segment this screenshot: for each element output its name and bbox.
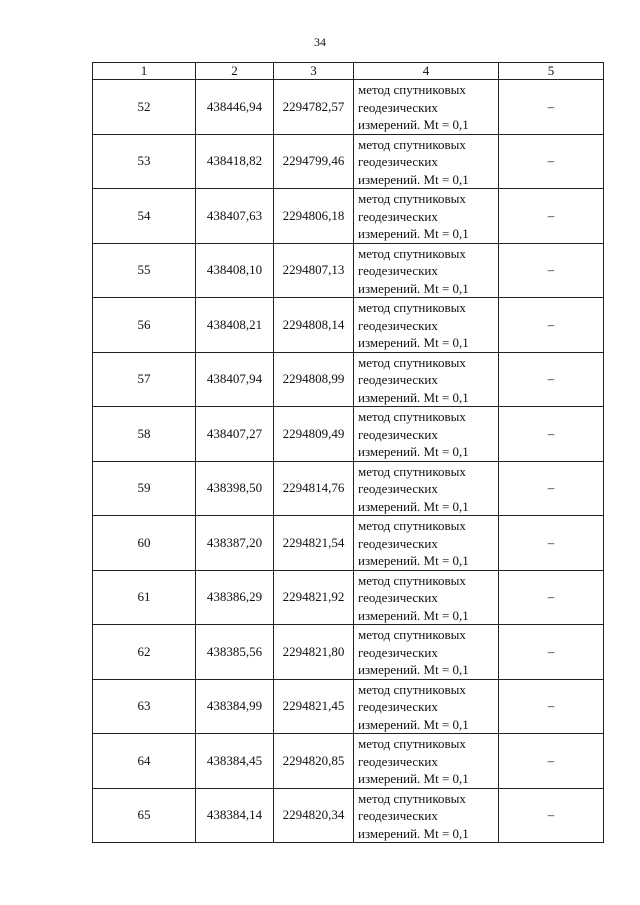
- column-5-cell: –: [499, 352, 604, 407]
- table-row: [93, 461, 604, 516]
- y-coordinate-cell: 2294820,34: [274, 788, 354, 843]
- table-row: [93, 407, 604, 462]
- method-cell: [354, 516, 499, 571]
- point-number-cell: 58: [93, 407, 196, 462]
- column-5-cell: –: [499, 734, 604, 789]
- table-row: [93, 298, 604, 353]
- column-5-cell: –: [499, 625, 604, 680]
- method-text-line-3: измерений. Mt = 0,1: [358, 771, 469, 786]
- method-text-line-2: геодезических: [358, 535, 438, 551]
- point-number-cell: 62: [93, 625, 196, 680]
- column-5-cell: –: [499, 189, 604, 244]
- method-text-line-1: метод спутниковых: [358, 191, 466, 206]
- column-5-cell: –: [499, 243, 604, 298]
- x-coordinate-cell: 438386,29: [196, 570, 274, 625]
- method-text-line-1: метод спутниковых: [358, 790, 466, 806]
- y-coordinate-cell: 2294821,45: [274, 679, 354, 734]
- point-number-cell: 53: [93, 134, 196, 189]
- table-row: [93, 189, 604, 244]
- table-row: [93, 352, 604, 407]
- y-coordinate-cell: 2294821,80: [274, 625, 354, 680]
- x-coordinate-cell: 438418,82: [196, 134, 274, 189]
- column-5-cell: –: [499, 461, 604, 516]
- column-5-cell: –: [499, 679, 604, 734]
- x-coordinate-cell: 438385,56: [196, 625, 274, 680]
- method-text-line-3: измерений. Mt = 0,1: [358, 444, 469, 459]
- method-cell: [354, 461, 499, 516]
- method-cell: [354, 734, 499, 789]
- point-number-cell: 59: [93, 461, 196, 516]
- method-text-line-3: измерений. Mt = 0,1: [358, 498, 469, 514]
- header-col-1: 1: [93, 63, 196, 80]
- table-row: [93, 80, 604, 135]
- column-5-cell: –: [499, 788, 604, 843]
- point-number-cell: 65: [93, 788, 196, 843]
- y-coordinate-cell: 2294814,76: [274, 461, 354, 516]
- point-number-cell: 54: [93, 189, 196, 244]
- table-row: [93, 134, 604, 189]
- method-text-line-3: измерений. Mt = 0,1: [358, 280, 469, 296]
- table-row: [93, 788, 604, 843]
- method-text-line-1: метод спутниковых: [358, 82, 466, 97]
- method-text-line-2: геодезических: [358, 99, 438, 115]
- point-number-cell: 63: [93, 679, 196, 734]
- table-row: [93, 570, 604, 625]
- method-text-line-2: геодезических: [358, 699, 438, 714]
- column-5-cell: –: [499, 516, 604, 571]
- column-5-cell: –: [499, 134, 604, 189]
- y-coordinate-cell: 2294820,85: [274, 734, 354, 789]
- method-text-line-3: измерений. Mt = 0,1: [358, 389, 469, 405]
- method-cell: [354, 134, 499, 189]
- table-header-row: [93, 63, 604, 80]
- table-row: [93, 625, 604, 680]
- point-number-cell: 64: [93, 734, 196, 789]
- method-text-line-3: измерений. Mt = 0,1: [358, 553, 469, 568]
- point-number-cell: 52: [93, 80, 196, 135]
- table-row: [93, 516, 604, 571]
- table-body: [93, 80, 604, 843]
- column-5-cell: –: [499, 407, 604, 462]
- y-coordinate-cell: 2294799,46: [274, 134, 354, 189]
- method-cell: [354, 788, 499, 843]
- y-coordinate-cell: 2294809,49: [274, 407, 354, 462]
- x-coordinate-cell: 438384,14: [196, 788, 274, 843]
- table-row: [93, 734, 604, 789]
- method-text-line-3: измерений. Mt = 0,1: [358, 335, 469, 350]
- method-text-line-3: измерений. Mt = 0,1: [358, 825, 469, 841]
- y-coordinate-cell: 2294808,14: [274, 298, 354, 353]
- column-5-cell: –: [499, 570, 604, 625]
- method-text-line-1: метод спутниковых: [358, 409, 466, 424]
- method-text-line-2: геодезических: [358, 753, 438, 769]
- method-text-line-1: метод спутниковых: [358, 300, 466, 315]
- column-5-cell: –: [499, 80, 604, 135]
- point-number-cell: 55: [93, 243, 196, 298]
- point-number-cell: 61: [93, 570, 196, 625]
- method-text-line-1: метод спутниковых: [358, 627, 466, 642]
- x-coordinate-cell: 438446,94: [196, 80, 274, 135]
- y-coordinate-cell: 2294782,57: [274, 80, 354, 135]
- method-text-line-2: геодезических: [358, 372, 438, 387]
- method-cell: [354, 189, 499, 244]
- y-coordinate-cell: 2294806,18: [274, 189, 354, 244]
- method-text-line-2: геодезических: [358, 154, 438, 169]
- method-cell: [354, 570, 499, 625]
- method-cell: [354, 243, 499, 298]
- method-text-line-1: метод спутниковых: [358, 572, 466, 588]
- y-coordinate-cell: 2294821,54: [274, 516, 354, 571]
- method-text-line-3: измерений. Mt = 0,1: [358, 117, 469, 132]
- x-coordinate-cell: 438398,50: [196, 461, 274, 516]
- column-5-cell: –: [499, 298, 604, 353]
- x-coordinate-cell: 438407,27: [196, 407, 274, 462]
- method-cell: [354, 298, 499, 353]
- point-number-cell: 60: [93, 516, 196, 571]
- method-cell: [354, 407, 499, 462]
- x-coordinate-cell: 438408,10: [196, 243, 274, 298]
- method-text-line-3: измерений. Mt = 0,1: [358, 226, 469, 241]
- method-text-line-1: метод спутниковых: [358, 245, 466, 261]
- method-text-line-1: метод спутниковых: [358, 736, 466, 751]
- method-text-line-2: геодезических: [358, 317, 438, 333]
- table-row: [93, 679, 604, 734]
- coordinates-table: [92, 62, 604, 843]
- method-cell: [354, 352, 499, 407]
- method-text-line-2: геодезических: [358, 263, 438, 278]
- x-coordinate-cell: 438407,94: [196, 352, 274, 407]
- method-cell: [354, 80, 499, 135]
- method-text-line-3: измерений. Mt = 0,1: [358, 662, 469, 677]
- table-row: [93, 243, 604, 298]
- method-text-line-2: геодезических: [358, 208, 438, 224]
- method-text-line-3: измерений. Mt = 0,1: [358, 171, 469, 187]
- method-text-line-1: метод спутниковых: [358, 681, 466, 697]
- x-coordinate-cell: 438384,45: [196, 734, 274, 789]
- method-text-line-2: геодезических: [358, 644, 438, 660]
- y-coordinate-cell: 2294808,99: [274, 352, 354, 407]
- x-coordinate-cell: 438384,99: [196, 679, 274, 734]
- x-coordinate-cell: 438407,63: [196, 189, 274, 244]
- method-text-line-2: геодезических: [358, 590, 438, 605]
- y-coordinate-cell: 2294821,92: [274, 570, 354, 625]
- method-text-line-1: метод спутниковых: [358, 354, 466, 370]
- method-text-line-1: метод спутниковых: [358, 463, 466, 479]
- x-coordinate-cell: 438387,20: [196, 516, 274, 571]
- method-text-line-3: измерений. Mt = 0,1: [358, 716, 469, 732]
- header-col-5: 5: [499, 63, 604, 80]
- method-text-line-2: геодезических: [358, 481, 438, 496]
- method-text-line-2: геодезических: [358, 808, 438, 823]
- method-cell: [354, 625, 499, 680]
- method-text-line-3: измерений. Mt = 0,1: [358, 607, 469, 623]
- method-cell: [354, 679, 499, 734]
- header-col-4: 4: [354, 63, 499, 80]
- method-text-line-2: геодезических: [358, 426, 438, 442]
- page-number: 34: [314, 35, 326, 49]
- method-text-line-1: метод спутниковых: [358, 518, 466, 533]
- header-col-2: 2: [196, 63, 274, 80]
- x-coordinate-cell: 438408,21: [196, 298, 274, 353]
- point-number-cell: 56: [93, 298, 196, 353]
- header-col-3: 3: [274, 63, 354, 80]
- point-number-cell: 57: [93, 352, 196, 407]
- method-text-line-1: метод спутниковых: [358, 136, 466, 152]
- y-coordinate-cell: 2294807,13: [274, 243, 354, 298]
